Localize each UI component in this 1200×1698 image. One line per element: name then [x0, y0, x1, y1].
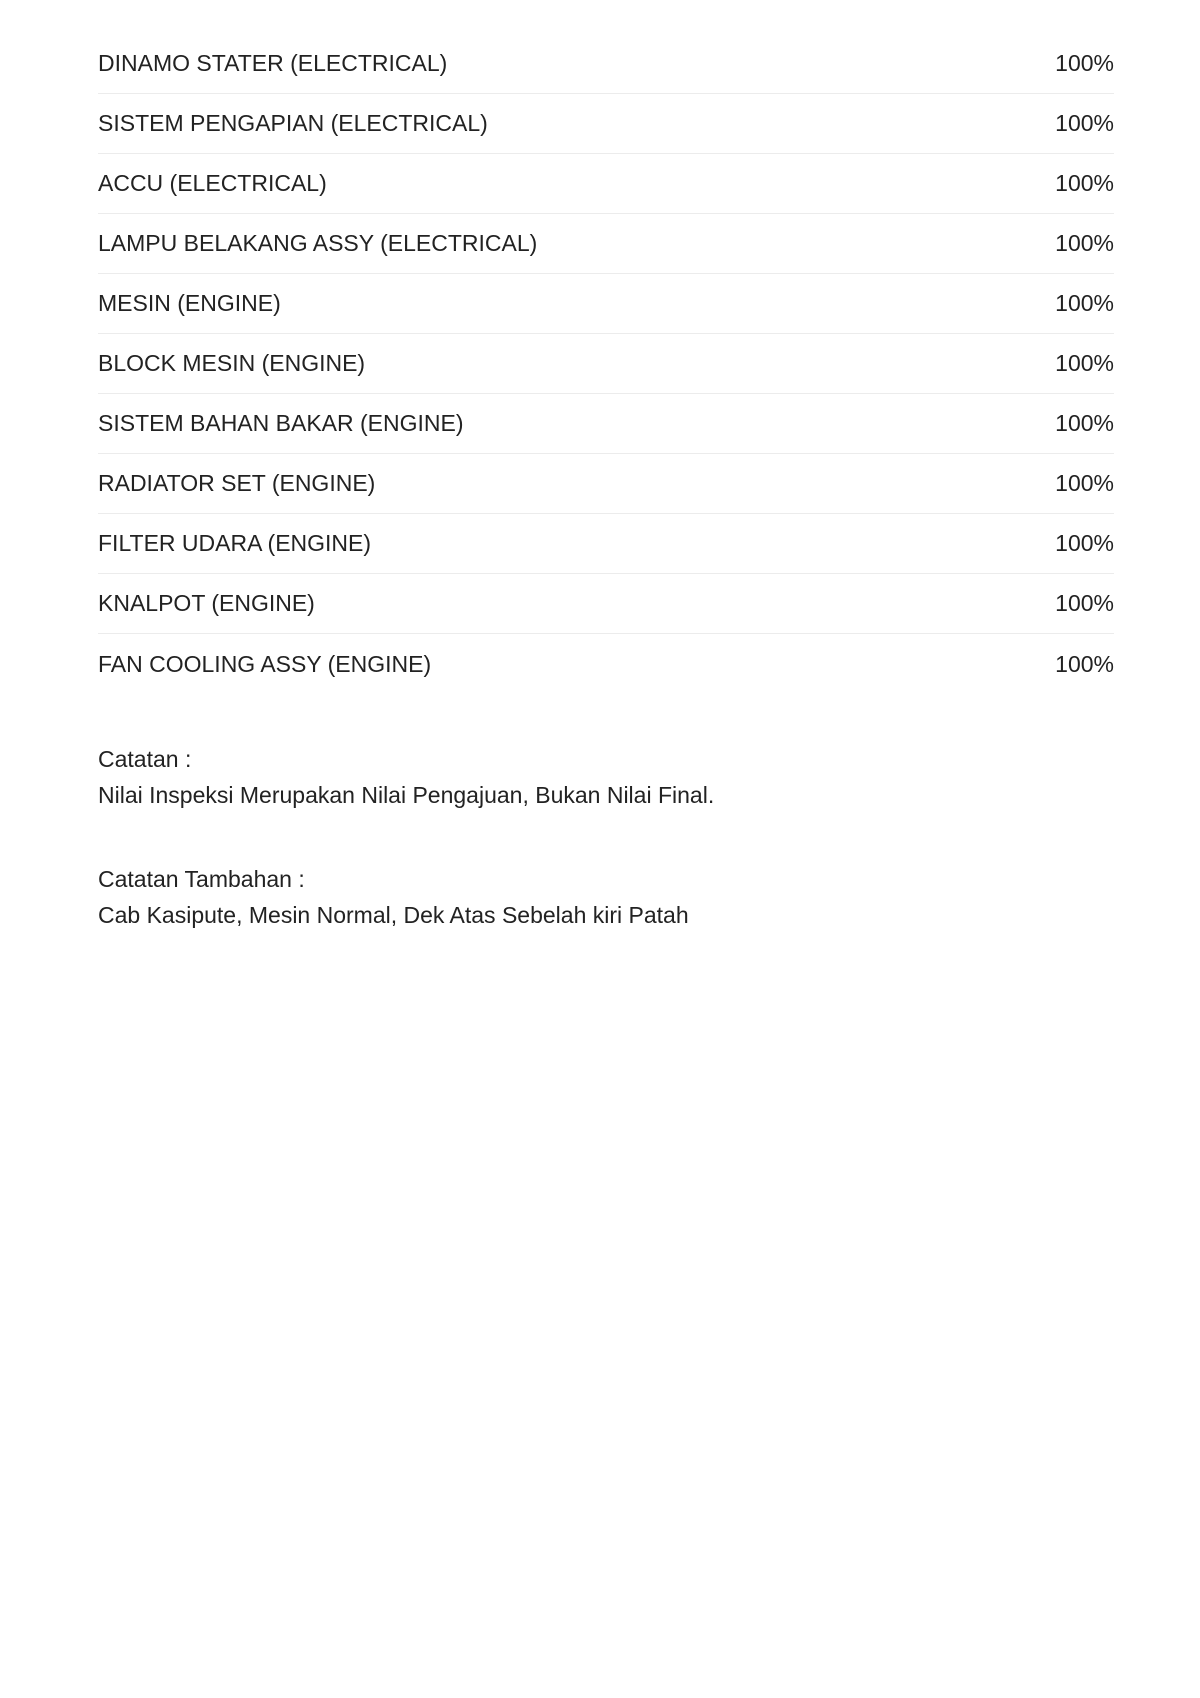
item-name: SISTEM PENGAPIAN (ELECTRICAL): [98, 110, 488, 136]
inspection-row: [98, 94, 1114, 154]
item-name: ACCU (ELECTRICAL): [98, 170, 327, 196]
additional-note-label: Catatan Tambahan :: [98, 866, 305, 892]
inspection-list: [98, 34, 1114, 694]
note-block: [98, 741, 1114, 813]
inspection-row: [98, 394, 1114, 454]
note-label: Catatan :: [98, 746, 192, 772]
item-value: 100%: [1055, 350, 1114, 376]
item-value: 100%: [1055, 170, 1114, 196]
inspection-row: [98, 634, 1114, 694]
inspection-row: [98, 334, 1114, 394]
item-name: RADIATOR SET (ENGINE): [98, 470, 376, 496]
additional-note-block: [98, 861, 1114, 933]
inspection-row: [98, 514, 1114, 574]
inspection-row: [98, 34, 1114, 94]
inspection-row: [98, 574, 1114, 634]
item-name: KNALPOT (ENGINE): [98, 590, 315, 616]
item-value: 100%: [1055, 230, 1114, 256]
item-name: FILTER UDARA (ENGINE): [98, 530, 372, 556]
item-name: BLOCK MESIN (ENGINE): [98, 350, 366, 376]
inspection-row: [98, 154, 1114, 214]
notes-section: [98, 741, 1114, 933]
item-value: 100%: [1055, 650, 1114, 677]
item-name: FAN COOLING ASSY (ENGINE): [98, 650, 432, 677]
inspection-row: [98, 454, 1114, 514]
item-value: 100%: [1055, 50, 1114, 76]
item-name: DINAMO STATER (ELECTRICAL): [98, 50, 448, 76]
inspection-row: [98, 214, 1114, 274]
item-value: 100%: [1055, 410, 1114, 436]
item-value: 100%: [1055, 110, 1114, 136]
item-name: SISTEM BAHAN BAKAR (ENGINE): [98, 410, 464, 436]
inspection-row: [98, 274, 1114, 334]
item-value: 100%: [1055, 290, 1114, 316]
item-value: 100%: [1055, 530, 1114, 556]
note-text: Nilai Inspeksi Merupakan Nilai Pengajuan, Bukan Nilai Final.: [98, 782, 715, 808]
additional-note-text: Cab Kasipute, Mesin Normal, Dek Atas Sebelah kiri Patah: [98, 902, 689, 928]
item-value: 100%: [1055, 590, 1114, 616]
item-value: 100%: [1055, 470, 1114, 496]
item-name: LAMPU BELAKANG ASSY (ELECTRICAL): [98, 230, 538, 256]
item-name: MESIN (ENGINE): [98, 290, 281, 316]
